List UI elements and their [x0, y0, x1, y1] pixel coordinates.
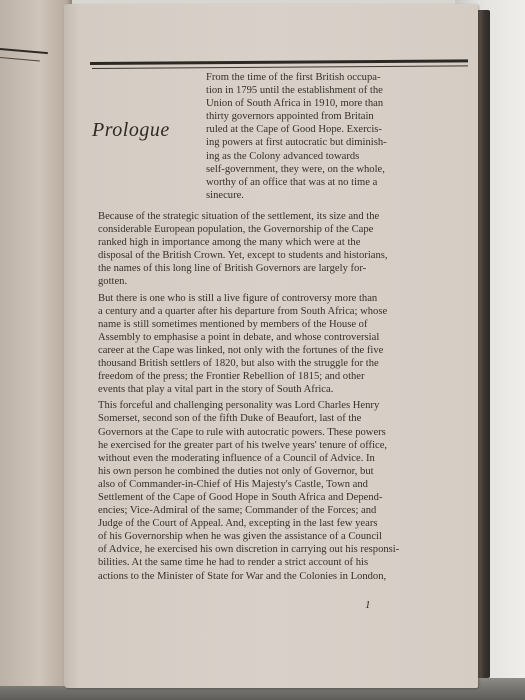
facing-page — [0, 0, 72, 686]
text-line: This forceful and challenging personality was Lord Charles Henry — [98, 400, 380, 412]
text-line: of his Governorship when he was given the assistance of a Council — [98, 531, 382, 543]
text-line: sinecure. — [206, 189, 244, 201]
text-line: ing as the Colony advanced towards — [206, 150, 360, 162]
text-line: From the time of the first British occupa- — [206, 72, 381, 83]
text-line: disposal of the British Crown. Yet, except to students and historians, — [98, 250, 388, 262]
text-line: encies; Vice-Admiral of the same; Commander of the Forces; and — [98, 505, 377, 517]
paragraph — [98, 399, 468, 582]
text-line: But there is one who is still a live figure of controversy more than — [98, 292, 378, 304]
text-line: Because of the strategic situation of the settlement, its size and the — [98, 211, 380, 222]
text-line: ruled at the Cape of Good Hope. Exercis- — [206, 124, 382, 136]
text-line: Assembly to emphasise a point in debate, and whose controversial — [98, 331, 380, 343]
text-line: gotten. — [98, 276, 128, 288]
chapter-heading: Prologue — [92, 119, 170, 141]
text-line: his own person he combined the duties not only of Governor, but — [98, 465, 374, 477]
paragraph — [98, 210, 468, 289]
page-number: 1 — [365, 599, 371, 611]
text-line: Judge of the Court of Appeal. And, excepting in the last few years — [98, 518, 378, 530]
book-cover-edge — [476, 10, 490, 678]
text-line: without even the moderating influence of a Council of Advice. In — [98, 452, 375, 464]
text-line: thousand British settlers of 1820, but also with the struggle for the — [98, 358, 379, 370]
text-line: the names of this long line of British Governors are largely for- — [98, 263, 367, 275]
text-line: self-government, they were, on the whole, — [206, 163, 385, 175]
text-line: events that play a vital part in the story of South Africa. — [98, 384, 334, 396]
text-line: he exercised for the greater part of his twelve years' tenure of office, — [98, 439, 388, 451]
body-text — [98, 210, 468, 583]
facing-page-rule — [0, 48, 48, 54]
text-line: of Advice, he exercised his own discretion in carrying out his responsi- — [98, 544, 400, 556]
text-line: name is still sometimes mentioned by members of the House of — [98, 318, 368, 330]
text-line: tion in 1795 until the establishment of the — [206, 85, 383, 97]
text-line: considerable European population, the Governorship of the Cape — [98, 224, 374, 236]
opening-paragraph — [206, 71, 468, 202]
text-line: a century and a quarter after his departure from South Africa; whose — [98, 305, 388, 317]
text-line: ranked high in importance among the many which were at the — [98, 237, 361, 249]
facing-page-rule-thin — [0, 57, 40, 61]
text-line: worthy of an office that was at no time a — [206, 176, 378, 188]
text-line: bilities. At the same time he had to render a strict account of his — [98, 557, 369, 569]
header-rule-thin — [92, 65, 468, 69]
text-line: also of Commander-in-Chief of His Majesty's Castle, Town and — [98, 478, 368, 490]
text-line: actions to the Minister of State for War and the Colonies in London, — [98, 570, 387, 582]
header-rule — [90, 59, 468, 65]
text-line: career at the Cape was linked, not only with the fortunes of the five — [98, 344, 384, 356]
text-line: Union of South Africa in 1910, more than — [206, 98, 384, 110]
text-line: ing powers at first autocratic but diminish- — [206, 137, 387, 149]
paragraph — [98, 292, 468, 397]
book-page — [64, 4, 478, 688]
text-line: Governors at the Cape to rule with autocratic powers. These powers — [98, 426, 386, 438]
text-line: thirty governors appointed from Britain — [206, 111, 374, 123]
text-line: Settlement of the Cape of Good Hope in South Africa and Depend- — [98, 491, 383, 503]
text-line: freedom of the press; the Frontier Rebellion of 1815; and other — [98, 371, 365, 383]
text-line: Somerset, second son of the fifth Duke of Beaufort, last of the — [98, 413, 362, 425]
